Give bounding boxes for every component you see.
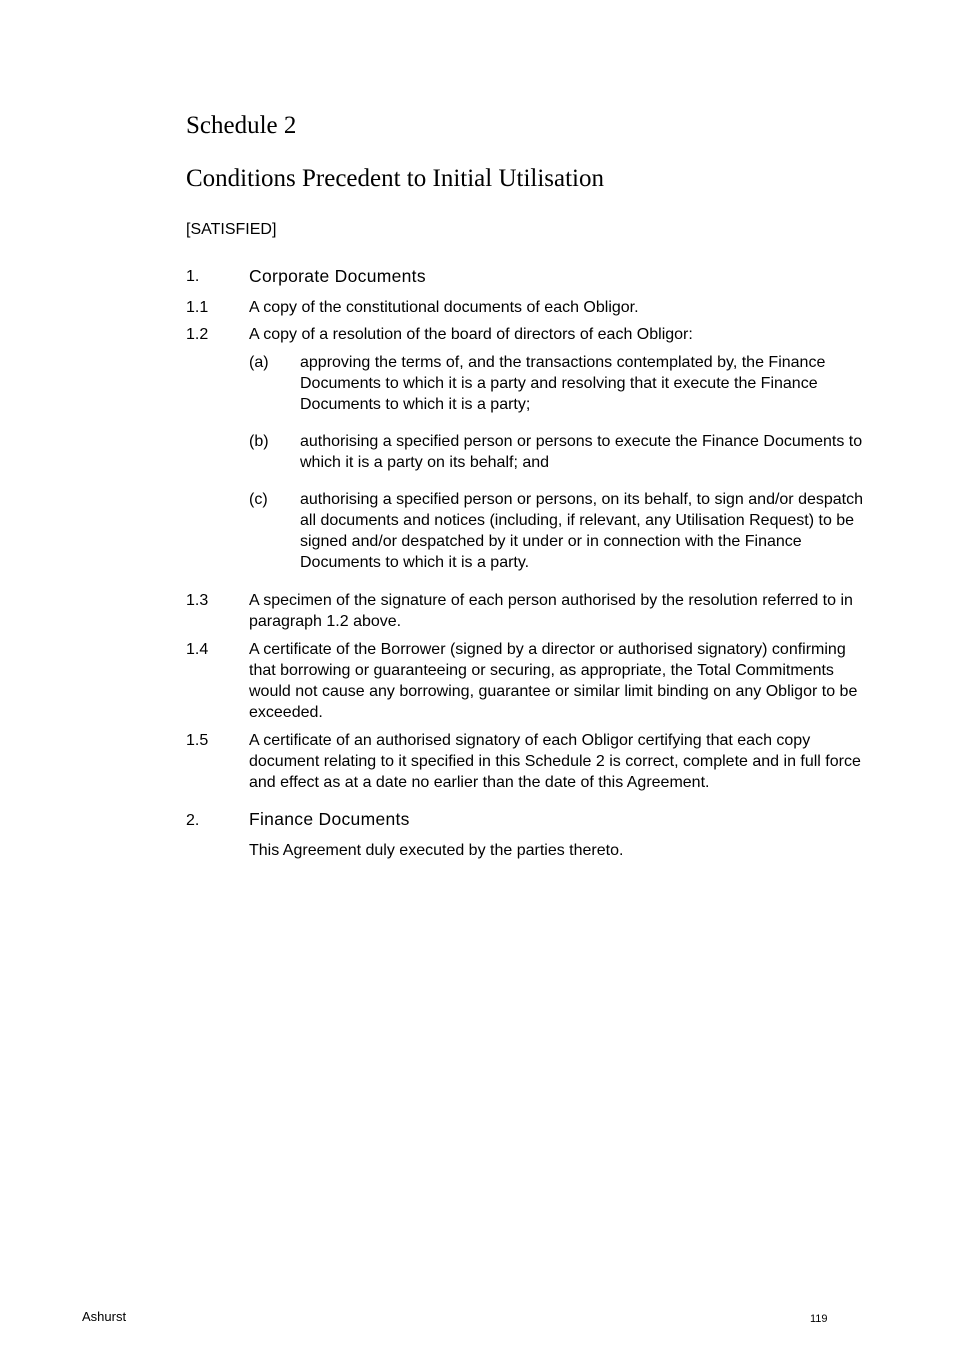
text-line: approving the terms of, and the transactions contemplated by, the Finance: [300, 354, 826, 371]
subclause-a-text: [300, 352, 825, 415]
clause-1-5-number: 1.5: [186, 732, 209, 749]
clause-1-2-number: 1.2: [186, 326, 209, 343]
clause-1-1-text: A copy of the constitutional documents of each Obligor.: [249, 299, 639, 316]
clause-1-3-text: [249, 590, 853, 632]
text-line: document relating to it specified in this Schedule 2 is correct, complete and in full force: [249, 753, 861, 770]
clause-1-4-text: [249, 639, 857, 723]
text-line: which it is a party on its behalf; and: [300, 454, 550, 471]
text-line: A specimen of the signature of each person authorised by the resolution referred to in: [249, 592, 853, 609]
subclause-c-label: (c): [249, 491, 268, 508]
subclause-b-text: [300, 431, 862, 473]
subclause-c-text: [300, 489, 863, 573]
footer-firm-name: Ashurst: [82, 1309, 127, 1324]
text-line: and effect as at a date no earlier than the date of this Agreement.: [249, 774, 710, 791]
text-line: authorising a specified person or persons to execute the Finance Documents to: [300, 433, 863, 450]
text-line: exceeded.: [249, 704, 323, 721]
clause-1-2-text: A copy of a resolution of the board of directors of each Obligor:: [249, 326, 693, 343]
page-number: 119: [810, 1313, 828, 1325]
text-line: all documents and notices (including, if relevant, any Utilisation Request) to be: [300, 512, 855, 529]
text-line: Documents to which it is a party;: [300, 396, 531, 413]
clause-1-1-number: 1.1: [186, 299, 209, 316]
section-1-number: 1.: [186, 268, 200, 285]
section-2-text: This Agreement duly executed by the parties thereto.: [249, 842, 624, 859]
clause-1-4-number: 1.4: [186, 641, 209, 658]
text-line: paragraph 1.2 above.: [249, 613, 402, 630]
section-1-heading: Corporate Documents: [249, 266, 426, 286]
schedule-subtitle: Conditions Precedent to Initial Utilisation: [186, 165, 605, 192]
text-line: Documents to which it is a party and resolving that it execute the Finance: [300, 375, 818, 392]
clause-1-5-text: [249, 730, 861, 793]
section-2-number: 2.: [186, 812, 200, 829]
subclause-a-label: (a): [249, 354, 269, 371]
text-line: Documents to which it is a party.: [300, 554, 530, 571]
section-2-heading: Finance Documents: [249, 809, 410, 829]
clause-1-3-number: 1.3: [186, 592, 209, 609]
subclause-b-label: (b): [249, 433, 269, 450]
text-line: that borrowing or guaranteeing or securing, as appropriate, the Total Commitments: [249, 662, 834, 679]
text-line: would not cause any borrowing, guarantee or similar limit binding on any Obligor to be: [249, 683, 858, 700]
text-line: authorising a specified person or persons, on its behalf, to sign and/or despatch: [300, 491, 864, 508]
schedule-title: Schedule 2: [186, 112, 297, 139]
text-line: signed and/or despatched by it under or in connection with the Finance: [300, 533, 802, 550]
text-line: A certificate of an authorised signatory of each Obligor certifying that each copy: [249, 732, 811, 749]
text-line: A certificate of the Borrower (signed by a director or authorised signatory) confirming: [249, 641, 846, 658]
status-tag: [SATISFIED]: [186, 221, 277, 238]
